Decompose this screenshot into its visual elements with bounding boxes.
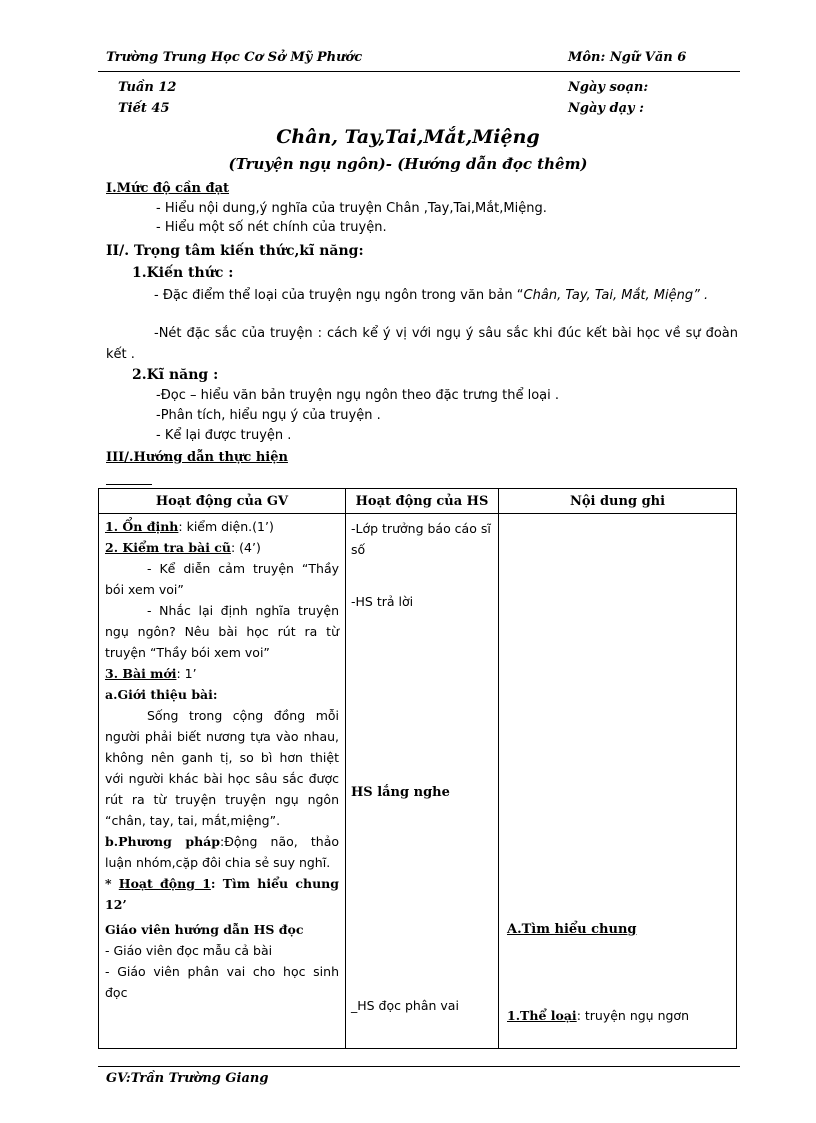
guide-reading: Giáo viên hướng dẫn HS đọc — [105, 922, 304, 937]
genre-text: : truyện ngụ ngơn — [576, 1008, 689, 1023]
teacher-reads: - Giáo viên đọc mẫu cả bài — [105, 943, 273, 958]
section-1-item: - Hiểu nội dung,ý nghĩa của truyện Chân ,Tay,Tai,Mắt,Miệng. — [156, 201, 547, 216]
footer-rule — [98, 1066, 740, 1067]
period-label: Tiết 45 — [118, 101, 170, 116]
school-name: Trường Trung Học Cơ Sở Mỹ Phước — [106, 50, 363, 65]
section-2-1-heading: 1.Kiến thức : — [132, 265, 234, 281]
header-teacher-activity: Hoạt động của GV — [99, 489, 346, 514]
table-row — [99, 514, 737, 1049]
knowledge-text: - Đặc điểm thể loại của truyện ngụ ngôn trong văn bản “ — [154, 288, 524, 303]
student-answer: -HS trả lời — [351, 594, 414, 609]
method-label: b.Phương pháp — [105, 834, 221, 849]
section-1-item: - Hiểu một số nét chính của truyện. — [156, 220, 387, 235]
teach-date-label: Ngày dạy : — [568, 101, 644, 116]
notes-content-cell — [499, 514, 737, 1049]
short-rule — [106, 484, 152, 485]
section-2-heading: II/. Trọng tâm kiến thức,kĩ năng: — [106, 243, 364, 259]
student-role-read: _HS đọc phân vai — [351, 998, 459, 1013]
section-1-heading: I.Mức độ cần đạt — [106, 181, 230, 196]
intro-label: a.Giới thiệu bài: — [105, 687, 218, 702]
review-task-2: - Nhắc lại định nghĩa truyện ngụ ngôn? Nêu bài học rút ra từ truyện “Thầy bói xem voi” — [105, 603, 339, 660]
general-overview-heading: A.Tìm hiểu chung — [507, 922, 637, 937]
student-listen: HS lắng nghe — [351, 785, 450, 800]
header-notes-content: Nội dung ghi — [499, 489, 737, 514]
stabilize-label: 1. Ổn định — [105, 519, 179, 534]
genre-label: 1.Thể loại — [507, 1008, 577, 1023]
week-label: Tuần 12 — [118, 80, 177, 95]
activity-1-label: Hoạt động 1 — [118, 876, 211, 891]
header-student-activity: Hoạt động của HS — [346, 489, 499, 514]
lesson-activity-table — [98, 488, 737, 1049]
prep-date-label: Ngày soạn: — [568, 80, 649, 95]
activity-bullet: * — [105, 876, 119, 891]
knowledge-paragraph-1 — [106, 285, 738, 306]
section-2-2-heading: 2.Kĩ năng : — [132, 367, 219, 383]
method-text: :Động não, thảo luận nhóm,cặp đôi chia sẻ suy nghĩ. — [105, 834, 340, 870]
knowledge-paragraph-2: -Nét đặc sắc của truyện : cách kể ý vị với ngụ ý sâu sắc khi đúc kết bài học về sự đoàn kết . — [106, 326, 738, 362]
activity-1-text: : Tìm hiểu chung 12’ — [105, 876, 339, 912]
stabilize-text: : kiểm diện.(1’) — [178, 519, 274, 534]
review-text: : (4’) — [231, 540, 261, 555]
new-lesson-label: 3. Bài mới — [105, 666, 177, 681]
review-label: 2. Kiểm tra bài cũ — [105, 540, 231, 555]
subject-label: Môn: Ngữ Văn 6 — [568, 50, 687, 65]
review-task-1: - Kể diễn cảm truyện “Thầy bói xem voi” — [105, 561, 339, 597]
section-3-heading: III/.Hướng dẫn thực hiện — [106, 450, 288, 465]
skill-item: -Phân tích, hiểu ngụ ý của truyện . — [156, 408, 381, 423]
header-rule — [98, 71, 740, 72]
intro-text: Sống trong cộng đồng mỗi người phải biết nương tựa vào nhau, không nên ganh tị, so bì hơn thiệt với người khác bài học sâu sắc được rút ra từ truyện truyện ngụ ngôn “chân, tay, tai, mắt,miệng”. — [105, 708, 339, 828]
skill-item: - Kể lại được truyện . — [156, 428, 292, 443]
skill-item: -Đọc – hiểu văn bản truyện ngụ ngôn theo đặc trưng thể loại . — [156, 388, 559, 403]
table-header-row — [99, 489, 737, 514]
knowledge-italic-title: Chân, Tay, Tai, Mắt, Miệng” . — [523, 288, 709, 303]
teacher-activity-cell — [99, 514, 346, 1049]
new-lesson-text: : 1’ — [176, 666, 197, 681]
teacher-assigns-roles: - Giáo viên phân vai cho học sinh đọc — [105, 964, 339, 1000]
teacher-name: GV:Trần Trường Giang — [106, 1071, 269, 1086]
student-report: -Lớp trưởng báo cáo sĩ số — [351, 521, 491, 557]
lesson-title: Chân, Tay,Tai,Mắt,Miệng — [276, 126, 540, 148]
student-activity-cell — [346, 514, 499, 1049]
lesson-subtitle: (Truyện ngụ ngôn)- (Hướng dẫn đọc thêm) — [228, 155, 588, 173]
